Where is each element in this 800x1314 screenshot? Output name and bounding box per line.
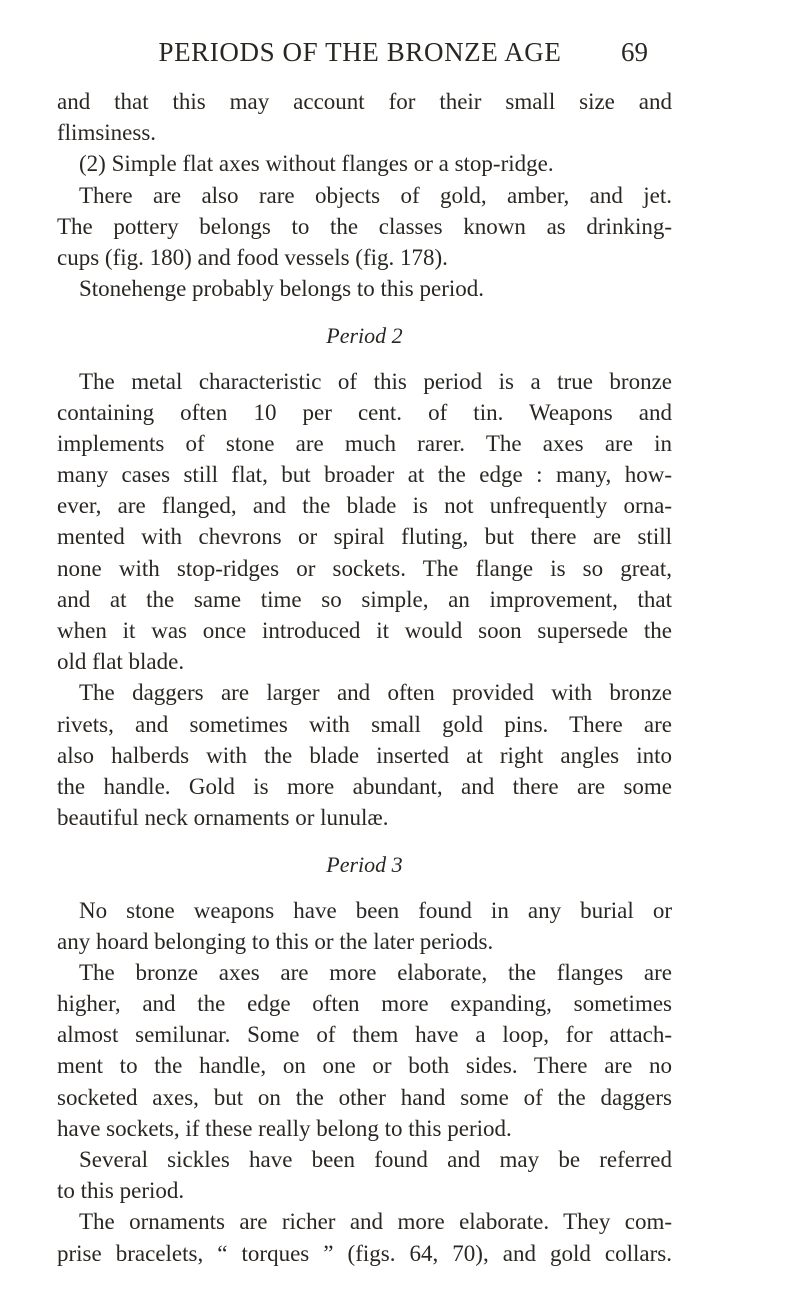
text-line: (2) Simple flat axes without flanges or a stop-ridge.: [79, 151, 554, 177]
text-line: containing often 10 per cent. of tin. Weapons and: [57, 399, 672, 425]
text-line: higher, and the edge often more expanding, sometimes: [57, 991, 672, 1017]
page-number: 69: [621, 37, 648, 67]
text-line: to this period.: [57, 1178, 185, 1204]
running-head: [100, 34, 648, 70]
text-line: implements of stone are much rarer. The axes are in: [57, 430, 672, 456]
text-line: The daggers are larger and often provided with bronze: [79, 680, 672, 706]
section-heading-period-3: Period 3: [326, 852, 403, 878]
text-line: the handle. Gold is more abundant, and there are some: [57, 773, 672, 799]
text-line: and at the same time so simple, an improvement, that: [57, 586, 672, 612]
text-line: The pottery belongs to the classes known as drinking-: [57, 213, 672, 239]
text-line: socketed axes, but on the other hand some of the daggers: [57, 1084, 672, 1110]
text-line: any hoard belonging to this or the later periods.: [57, 928, 494, 954]
text-line: many cases still flat, but broader at the edge : many, how-: [57, 462, 672, 488]
text-line: beautiful neck ornaments or lunulæ.: [57, 805, 389, 831]
text-line: prise bracelets, “ torques ” (figs. 64, 70), and gold collars.: [57, 1240, 672, 1266]
text-line: old flat blade.: [57, 649, 185, 675]
text-line: Stonehenge probably belongs to this period.: [79, 276, 484, 302]
spacer: [57, 352, 672, 366]
text-line: almost semilunar. Some of them have a loop, for attach-: [57, 1022, 672, 1048]
text-line: ment to the handle, on one or both sides. There are no: [57, 1053, 672, 1079]
text-line: flimsiness.: [57, 120, 157, 146]
text-line: ever, are flanged, and the blade is not unfrequently orna-: [57, 493, 672, 519]
running-title: PERIODS OF THE BRONZE AGE: [158, 37, 562, 67]
text-line: rivets, and sometimes with small gold pins. There are: [57, 711, 672, 737]
text-line: The bronze axes are more elaborate, the flanges are: [79, 959, 672, 985]
text-line: The ornaments are richer and more elaborate. They com-: [79, 1209, 672, 1235]
text-line: Several sickles have been found and may be referred: [79, 1147, 672, 1172]
body-text: [57, 86, 672, 1269]
text-line: also halberds with the blade inserted at right angles into: [57, 742, 672, 768]
text-line: No stone weapons have been found in any burial or: [79, 897, 672, 923]
spacer: [57, 881, 672, 895]
text-line: have sockets, if these really belong to this period.: [57, 1115, 512, 1141]
text-line: and that this may account for their small size and: [57, 89, 672, 114]
text-line: when it was once introduced it would soon supersede the: [57, 618, 672, 643]
text-line: The metal characteristic of this period is a true bronze: [79, 368, 672, 394]
text-line: none with stop-ridges or sockets. The flange is so great,: [57, 555, 672, 581]
text-line: mented with chevrons or spiral fluting, but there are still: [57, 524, 672, 550]
spacer: [57, 304, 672, 320]
section-heading-period-2: Period 2: [326, 323, 403, 349]
spacer: [57, 833, 672, 849]
text-line: cups (fig. 180) and food vessels (fig. 178).: [57, 244, 448, 270]
text-line: There are also rare objects of gold, amber, and jet.: [79, 182, 672, 208]
